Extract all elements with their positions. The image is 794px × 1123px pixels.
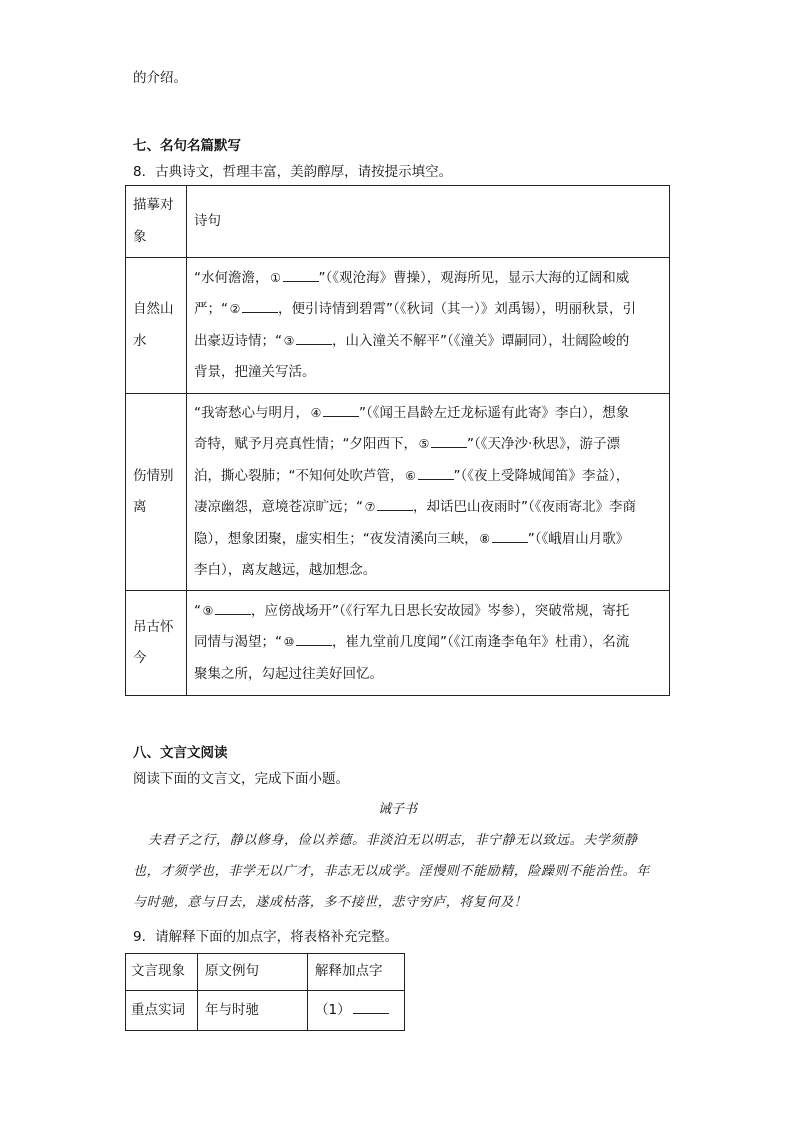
poem-text: ”（《观沧海》曹操），观海所见，显示大海的辽阔和威 <box>318 269 630 286</box>
passage-title: 诫子书 <box>378 802 418 817</box>
vocab-cell: 年与时驰 <box>205 1001 259 1018</box>
header-poem-cell <box>187 186 670 258</box>
table-row <box>126 258 670 394</box>
blank-number: ⑥ <box>405 468 416 483</box>
poem-line <box>194 461 662 493</box>
fill-blank[interactable] <box>363 492 413 524</box>
poem-line <box>194 429 662 461</box>
row-text <box>187 398 669 587</box>
table-row <box>126 991 405 1031</box>
poem-line <box>194 263 662 295</box>
poem-line <box>194 492 662 524</box>
blank-number: ② <box>229 302 241 316</box>
poem-text: ”（《闻王昌龄左迁龙标遥有此寄》李白），想象 <box>359 404 630 421</box>
blank-number: ⑦ <box>364 500 376 514</box>
passage-line: 夫君子之行，静以修身，俭以养德。非淡泊无以明志，非宁静无以致远。夫学须静 <box>148 833 638 848</box>
vocab-header: 文言现象 <box>131 963 185 980</box>
vocab-header: 原文例句 <box>205 963 259 980</box>
row-label-line: 离 <box>133 499 147 515</box>
header-target-line1: 描摹对 <box>133 197 174 213</box>
poem-text: 隐），想象团聚，虚实相生；“夜发清溪向三峡， <box>194 530 478 547</box>
fill-blank[interactable] <box>309 398 359 430</box>
vocab-table <box>125 953 405 1031</box>
poem-line <box>194 294 662 326</box>
poem-line <box>194 326 662 358</box>
section8-heading: 八、文言文阅读 <box>133 745 228 761</box>
passage-line: 也，才须学也，非学无以广才，非志无以成学。淫慢则不能励精，险躁则不能治性。年 <box>133 864 650 879</box>
blank-underline <box>296 330 332 345</box>
poem-text: ”（《峨眉山月歌》 <box>527 530 630 547</box>
poem-line <box>194 627 662 659</box>
poem-line <box>194 555 662 587</box>
poem-line <box>194 659 662 691</box>
vocab-header: 解释加点字 <box>315 963 383 980</box>
poem-text: 同情与渴望；“ <box>194 634 282 651</box>
blank-underline <box>323 402 359 417</box>
poem-text: 聚集之所，勾起过往美好回忆。 <box>194 665 383 682</box>
fill-blank[interactable] <box>282 627 332 659</box>
poetry-table <box>125 185 670 696</box>
poem-text: 李白），离友越远，越加想念。 <box>194 562 377 578</box>
row-text <box>187 596 669 691</box>
poem-line <box>194 398 662 430</box>
poem-text: ”（《天净沙·秋思》，游子漂 <box>467 436 621 452</box>
blank-number: ④ <box>310 405 322 420</box>
poem-text: “我寄愁心与明月， <box>194 404 309 421</box>
answer-blank[interactable] <box>353 999 389 1014</box>
blank-number: ③ <box>283 333 295 348</box>
blank-underline <box>296 631 332 646</box>
poem-text: ，崔九堂前几度闻”（《江南逢李龟年》杜甫），名流 <box>332 634 630 651</box>
blank-underline <box>431 433 467 448</box>
blank-number: ⑧ <box>479 531 491 546</box>
question-9: 9．请解释下面的加点字，将表格补充完整。 <box>133 929 399 945</box>
poem-text: ”（《夜上受降城闻笛》李益）， <box>453 467 630 484</box>
fill-blank[interactable] <box>404 461 454 493</box>
row-label-line: 自然山 <box>133 301 174 317</box>
poem-line <box>194 357 662 389</box>
fill-blank[interactable] <box>478 524 528 556</box>
vocab-cell: 重点实词 <box>131 1001 185 1018</box>
poem-text: “ <box>194 602 201 619</box>
poem-text: 泊，撕心裂肺；“不知何处吹芦管， <box>194 467 404 484</box>
blank-underline <box>418 465 454 480</box>
blank-number: ① <box>270 270 281 285</box>
section8-instruction: 阅读下面的文言文，完成下面小题。 <box>133 771 349 787</box>
header-target-line2: 象 <box>133 228 147 245</box>
fill-blank[interactable] <box>228 294 278 326</box>
fill-blank[interactable] <box>269 263 319 295</box>
fill-blank[interactable] <box>201 596 251 628</box>
row-text <box>187 263 669 389</box>
table-row <box>126 394 670 591</box>
poem-text: 奇特，赋予月亮真性情；“夕阳西下， <box>194 436 417 452</box>
header-target-cell <box>126 186 187 258</box>
header-poem-label: 诗句 <box>194 212 221 229</box>
poem-text: ，应傍战场开”（《行军九日思长安故园》岑参），突破常规，寄托 <box>251 602 630 619</box>
blank-underline <box>283 267 319 282</box>
blank-underline <box>492 528 528 543</box>
poem-text: 背景，把潼关写活。 <box>194 364 316 380</box>
table-row <box>126 591 670 696</box>
fill-blank[interactable] <box>282 326 332 358</box>
question-8: 8．古典诗文，哲理丰富，美韵醇厚，请按提示填空。 <box>133 164 453 180</box>
row-label-line: 吊古怀 <box>133 618 174 635</box>
blank-number: ⑩ <box>283 635 295 650</box>
poem-line <box>194 596 662 628</box>
poem-text: 凄凉幽怨，意境苍凉旷远；“ <box>194 499 363 515</box>
vocab-cell: （1） <box>315 1001 351 1018</box>
section7-heading: 七、名句名篇默写 <box>133 138 241 154</box>
blank-number: ⑨ <box>202 603 214 618</box>
poem-text: ，却话巴山夜雨时”（《夜雨寄北》李商 <box>413 499 636 515</box>
row-label-line: 水 <box>133 332 147 349</box>
blank-underline <box>215 600 251 615</box>
row-label-line: 伤情别 <box>133 467 174 484</box>
passage-line: 与时驰，意与日去，遂成枯落，多不接世，悲守穷庐，将复何及！ <box>133 895 528 910</box>
fill-blank[interactable] <box>417 429 467 461</box>
top-line: 的介绍。 <box>133 70 187 86</box>
poem-text: ，山入潼关不解平”（《潼关》谭嗣同），壮阔险峻的 <box>332 332 630 349</box>
poem-text: ，便引诗情到碧霄”（《秋词（其一）》刘禹锡），明丽秋景，引 <box>278 301 636 317</box>
blank-underline <box>242 298 278 313</box>
poem-text: 出豪迈诗情；“ <box>194 332 282 349</box>
blank-number: ⑤ <box>418 437 430 451</box>
blank-underline <box>377 496 413 511</box>
poem-text: “水何澹澹， <box>194 269 269 286</box>
poem-line <box>194 524 662 556</box>
row-label-line: 今 <box>133 650 147 666</box>
poem-text: 严；“ <box>194 301 228 317</box>
